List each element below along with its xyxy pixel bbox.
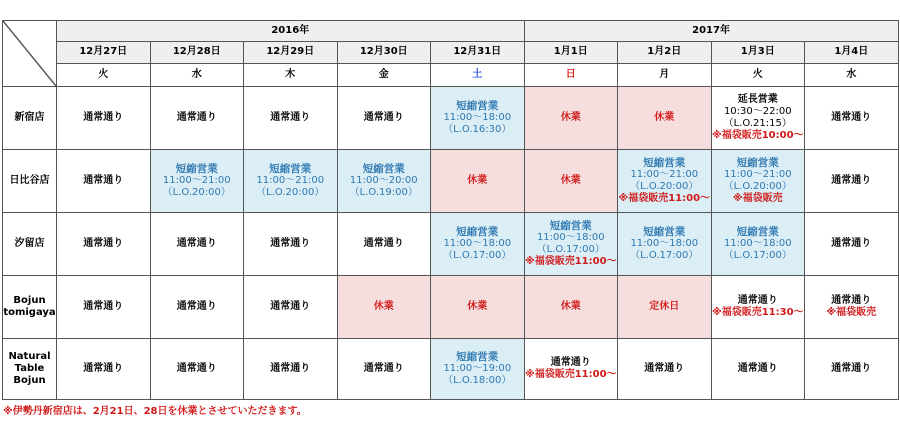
schedule-cell-normal — [805, 275, 899, 338]
schedule-cell-normal — [150, 212, 244, 275]
schedule-cell-normal — [524, 338, 618, 399]
hours-text: （L.O.20:00） — [630, 180, 699, 192]
schedule-cell-normal — [711, 275, 805, 338]
schedule-cell-normal — [57, 150, 151, 213]
status-label: 短縮営業 — [736, 225, 779, 238]
weekday-header: 日 — [524, 63, 618, 86]
status-label: 通常通り — [176, 237, 217, 249]
schedule-cell-short — [244, 150, 338, 213]
schedule-cell-short — [337, 150, 431, 213]
store-name-line: 汐留店 — [14, 237, 45, 249]
date-header: 1月3日 — [711, 42, 805, 63]
schedule-cell-normal — [805, 212, 899, 275]
date-header: 12月28日 — [150, 42, 244, 63]
lucky-bag-note: ※福袋販売11:00～ — [618, 192, 711, 204]
status-label: 通常通り — [737, 294, 778, 306]
hours-text: （L.O.16:30） — [443, 124, 512, 135]
lucky-bag-note: ※福袋販売 — [826, 306, 877, 318]
schedule-cell-normal — [57, 275, 151, 338]
status-label: 通常通り — [83, 362, 124, 374]
status-label: 通常通り — [270, 237, 311, 249]
store-name-line: tomigaya — [3, 306, 56, 318]
hours-text: 11:00～18:00 — [443, 237, 512, 249]
schedule-cell-short — [431, 87, 525, 150]
status-label: 短縮営業 — [456, 350, 499, 363]
hours-text: 11:00～18:00 — [630, 237, 699, 249]
status-label: 通常通り — [176, 112, 217, 123]
hours-text: 11:00～21:00 — [723, 168, 792, 180]
date-row — [3, 42, 899, 63]
weekday-row — [3, 63, 899, 86]
schedule-cell-normal — [805, 87, 899, 150]
schedule-cell-closed — [524, 150, 618, 213]
schedule-cell-extended — [711, 87, 805, 150]
schedule-cell-normal — [805, 338, 899, 399]
status-label: 通常通り — [270, 112, 311, 123]
status-label: 通常通り — [644, 362, 685, 374]
schedule-cell-normal — [150, 275, 244, 338]
schedule-cell-normal — [57, 212, 151, 275]
date-header: 1月4日 — [805, 42, 899, 63]
year-2017-header: 2017年 — [524, 21, 898, 42]
date-header: 12月27日 — [57, 42, 151, 63]
schedule-cell-normal — [337, 87, 431, 150]
weekday-header: 金 — [337, 63, 431, 86]
status-label: 短縮営業 — [362, 162, 405, 175]
status-label: 通常通り — [737, 362, 778, 374]
schedule-cell-normal — [150, 87, 244, 150]
schedule-cell-closed — [618, 275, 712, 338]
status-label: 通常通り — [831, 362, 872, 374]
lucky-bag-note: ※福袋販売11:30～ — [711, 306, 804, 318]
store-row — [3, 275, 899, 338]
schedule-cell-normal — [337, 212, 431, 275]
store-name-line: Bojun — [13, 294, 46, 306]
schedule-cell-short — [618, 212, 712, 275]
schedule-cell-normal — [244, 338, 338, 399]
footnote: ※伊勢丹新宿店は、2月21日、28日を休業とさせていただきます。 — [3, 406, 307, 417]
status-label: 通常通り — [831, 174, 872, 186]
store-name-line: Table — [14, 362, 45, 374]
hours-text: （L.O.20:00） — [723, 180, 792, 192]
schedule-cell-normal — [244, 212, 338, 275]
store-name-line: 新宿店 — [14, 112, 45, 123]
status-label: 短縮営業 — [456, 225, 499, 238]
store-name — [3, 338, 57, 399]
status-label: 休業 — [560, 112, 581, 123]
store-name — [3, 87, 57, 150]
status-label: 通常通り — [176, 362, 217, 374]
status-label: 休業 — [467, 300, 488, 312]
schedule-cell-closed — [524, 275, 618, 338]
status-label: 短縮営業 — [736, 156, 779, 169]
schedule-cell-closed — [618, 87, 712, 150]
status-label: 短縮営業 — [175, 162, 218, 175]
status-label: 通常通り — [831, 294, 872, 306]
status-label: 短縮営業 — [549, 219, 592, 232]
schedule-cell-normal — [618, 338, 712, 399]
store-name — [3, 275, 57, 338]
hours-text: 11:00～21:00 — [256, 174, 325, 186]
status-label: 通常通り — [363, 237, 404, 249]
store-row — [3, 87, 899, 150]
lucky-bag-note: ※福袋販売11:00～ — [524, 368, 617, 380]
hours-text: 11:00～20:00 — [349, 174, 418, 186]
status-label: 休業 — [560, 174, 581, 186]
hours-text: 11:00～21:00 — [162, 174, 231, 186]
date-header: 1月1日 — [524, 42, 618, 63]
schedule-cell-short — [431, 338, 525, 399]
schedule-cell-short — [618, 150, 712, 213]
schedule-cell-closed — [524, 87, 618, 150]
schedule-cell-normal — [337, 338, 431, 399]
status-label: 通常通り — [270, 362, 311, 374]
status-label: 通常通り — [831, 112, 872, 123]
hours-text: （L.O.17:00） — [630, 249, 699, 261]
weekday-header: 火 — [711, 63, 805, 86]
hours-text: （L.O.20:00） — [256, 186, 325, 198]
weekday-header: 水 — [805, 63, 899, 86]
lucky-bag-note: ※福袋販売 — [732, 192, 783, 204]
status-label: 通常通り — [270, 300, 311, 312]
hours-text: 11:00～18:00 — [536, 231, 605, 243]
store-name-line: Bojun — [13, 374, 46, 386]
year-row — [3, 21, 899, 42]
schedule-cell-closed — [431, 150, 525, 213]
schedule-cell-normal — [57, 87, 151, 150]
schedule-cell-short — [431, 212, 525, 275]
schedule-cell-short — [524, 212, 618, 275]
store-row — [3, 150, 899, 213]
corner-cell — [3, 21, 57, 87]
schedule-cell-normal — [711, 338, 805, 399]
lucky-bag-note: ※福袋販売11:00～ — [524, 255, 617, 267]
status-label: 短縮営業 — [643, 225, 686, 238]
store-name — [3, 212, 57, 275]
diagonal-line-icon — [3, 21, 56, 86]
store-row — [3, 212, 899, 275]
hours-text: （L.O.17:00） — [536, 243, 605, 255]
schedule-cell-short — [711, 150, 805, 213]
lucky-bag-note: ※福袋販売10:00～ — [711, 130, 804, 141]
status-label: 短縮営業 — [456, 100, 499, 112]
business-hours-table — [2, 20, 899, 400]
weekday-header: 月 — [618, 63, 712, 86]
hours-text: 10:30～22:00 — [723, 106, 792, 117]
status-label: 休業 — [373, 300, 394, 312]
weekday-header: 土 — [431, 63, 525, 86]
schedule-cell-normal — [244, 87, 338, 150]
store-row — [3, 338, 899, 399]
status-label: 通常通り — [176, 300, 217, 312]
year-2016-header: 2016年 — [57, 21, 525, 42]
hours-text: （L.O.18:00） — [443, 374, 512, 386]
status-label: 通常通り — [363, 362, 404, 374]
status-label: 休業 — [654, 112, 675, 123]
status-label: 休業 — [560, 300, 581, 312]
status-label: 通常通り — [363, 112, 404, 123]
status-label: 通常通り — [83, 300, 124, 312]
schedule-cell-normal — [150, 338, 244, 399]
store-name-line: 日比谷店 — [9, 174, 50, 186]
schedule-cell-short — [711, 212, 805, 275]
hours-text: 11:00～19:00 — [443, 362, 512, 374]
hours-text: （L.O.20:00） — [162, 186, 231, 198]
status-label: 通常通り — [83, 174, 124, 186]
hours-text: 11:00～18:00 — [723, 237, 792, 249]
schedule-cell-closed — [337, 275, 431, 338]
hours-text: （L.O.21:15） — [723, 118, 792, 129]
weekday-header: 水 — [150, 63, 244, 86]
hours-text: （L.O.17:00） — [443, 249, 512, 261]
hours-text: （L.O.17:00） — [723, 249, 792, 261]
weekday-header: 火 — [57, 63, 151, 86]
weekday-header: 木 — [244, 63, 338, 86]
schedule-cell-normal — [244, 275, 338, 338]
store-name — [3, 150, 57, 213]
status-label: 短縮営業 — [269, 162, 312, 175]
date-header: 12月30日 — [337, 42, 431, 63]
hours-text: 11:00～21:00 — [630, 168, 699, 180]
date-header: 12月29日 — [244, 42, 338, 63]
store-name-line: Natural — [8, 350, 51, 362]
hours-text: （L.O.19:00） — [349, 186, 418, 198]
status-label: 通常通り — [831, 237, 872, 249]
date-header: 1月2日 — [618, 42, 712, 63]
status-label: 休業 — [467, 174, 488, 186]
status-label: 延長営業 — [737, 94, 778, 105]
schedule-cell-normal — [57, 338, 151, 399]
status-label: 短縮営業 — [643, 156, 686, 169]
schedule-cell-short — [150, 150, 244, 213]
status-label: 通常通り — [550, 356, 591, 368]
schedule-cell-normal — [805, 150, 899, 213]
status-label: 通常通り — [83, 112, 124, 123]
schedule-cell-closed — [431, 275, 525, 338]
status-label: 定休日 — [649, 300, 680, 312]
date-header: 12月31日 — [431, 42, 525, 63]
hours-text: 11:00～18:00 — [443, 112, 512, 123]
status-label: 通常通り — [83, 237, 124, 249]
